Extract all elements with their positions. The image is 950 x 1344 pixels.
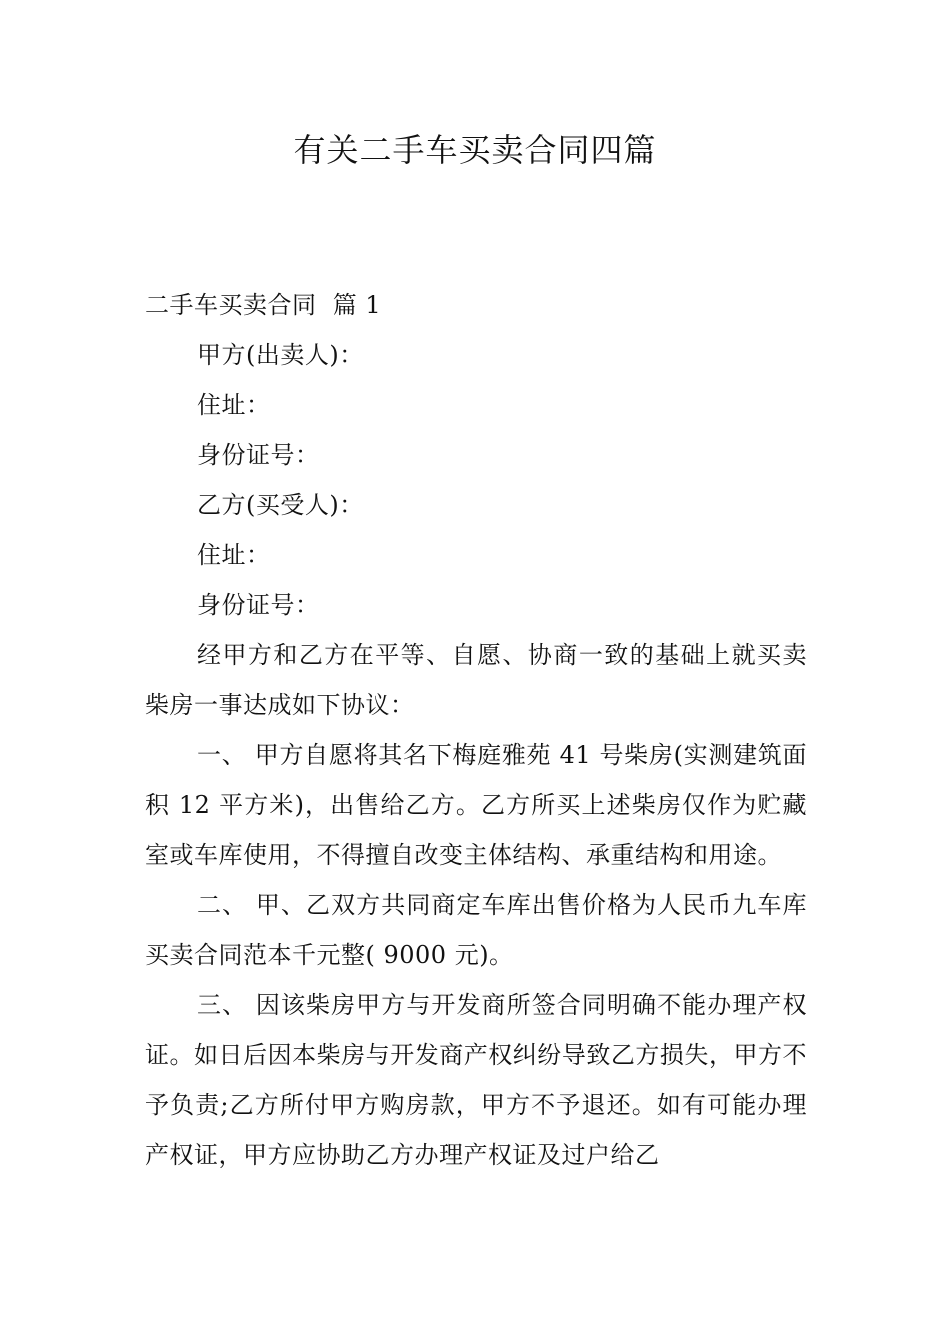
document-body xyxy=(145,280,807,1180)
party-b-name-field: 乙方(买受人)： xyxy=(197,491,364,519)
party-a-id-field: 身份证号： xyxy=(197,441,320,469)
party-a-address-field: 住址： xyxy=(197,391,271,419)
clause-1-paragraph: 一、 甲方自愿将其名下梅庭雅苑 41 号柴房(实测建筑面积 12 平方米)，出售给乙方。乙方所买上述柴房仅作为贮藏室或车库使用，不得擅自改变主体结构、承重结构和用途。 xyxy=(145,741,807,869)
document-title: 有关二手车买卖合同四篇 xyxy=(293,131,657,169)
party-a-name-field: 甲方(出卖人)： xyxy=(197,341,364,369)
clause-2-paragraph: 二、 甲、乙双方共同商定车库出售价格为人民币九车库买卖合同范本千元整( 9000 元)。 xyxy=(145,891,807,969)
intro-paragraph: 经甲方和乙方在平等、自愿、协商一致的基础上就买卖柴房一事达成如下协议： xyxy=(145,641,807,719)
party-b-address-field: 住址： xyxy=(197,541,271,569)
party-b-id-field: 身份证号： xyxy=(197,591,320,619)
clause-3-paragraph: 三、 因该柴房甲方与开发商所签合同明确不能办理产权证。如日后因本柴房与开发商产权纠纷导致乙方损失，甲方不予负责;乙方所付甲方购房款，甲方不予退还。如有可能办理产权证，甲方应协助乙方办理产权证及过户给乙 xyxy=(145,991,807,1169)
section-heading: 二手车买卖合同 篇 1 xyxy=(145,291,382,319)
